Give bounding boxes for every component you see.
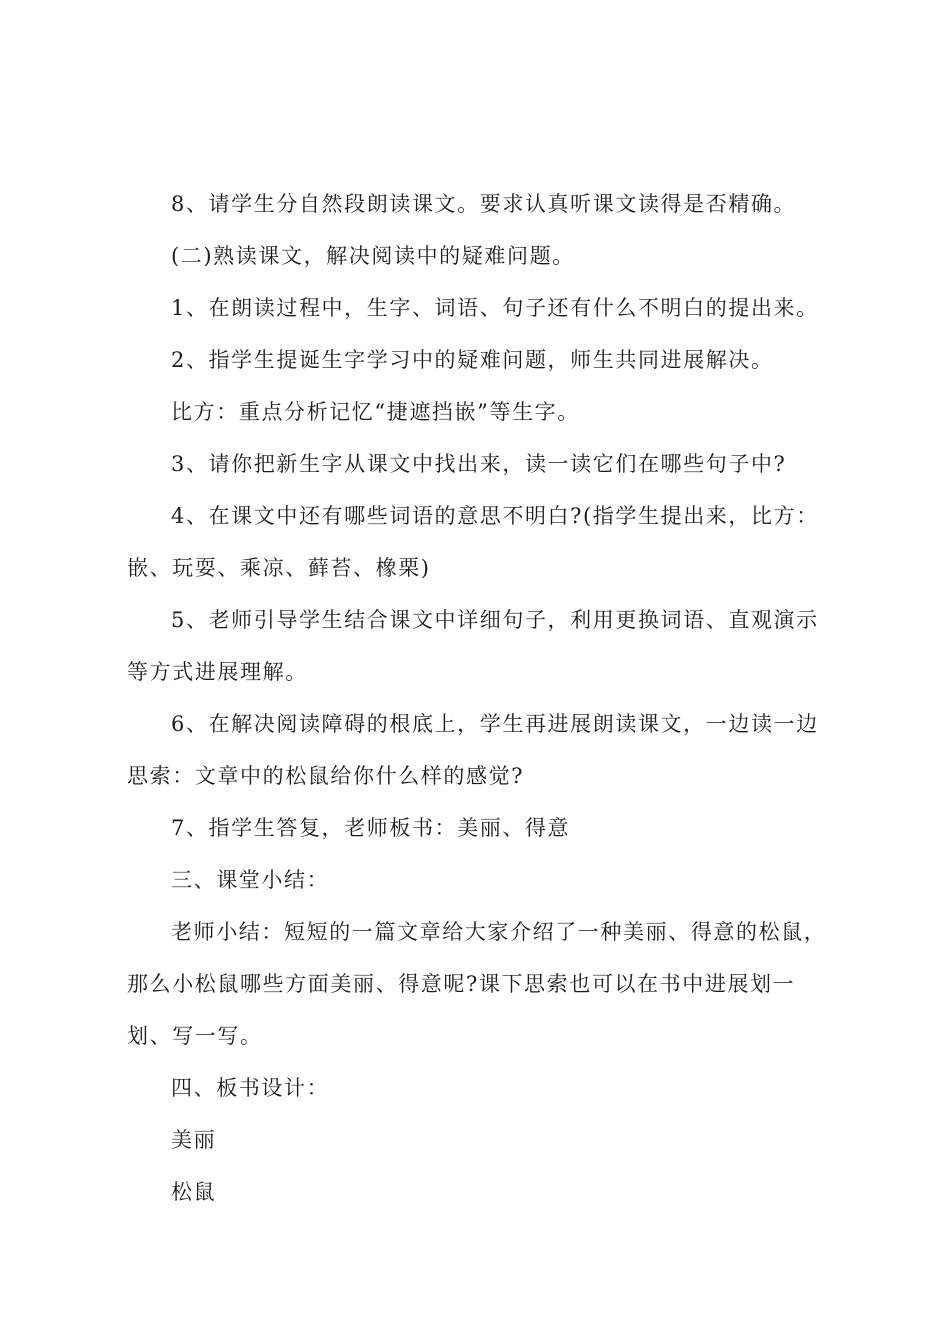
paragraph-step-4: 4、在课文中还有哪些词语的意思不明白?(指学生提出来，比方：嵌、玩耍、乘凉、藓苔、橡栗): [127, 504, 819, 580]
paragraph-section-2-heading: (二)熟读课文，解决阅读中的疑难问题。: [171, 244, 575, 268]
paragraph-step-5: 5、老师引导学生结合课文中详细句子，利用更换词语、直观演示等方式进展理解。: [127, 608, 819, 684]
paragraph-step-7: 7、指学生答复，老师板书：美丽、得意: [171, 816, 571, 840]
paragraph-step-2: 2、指学生提诞生字学习中的疑难问题，师生共同进展解决。: [171, 348, 774, 372]
board-item-squirrel: 松鼠: [171, 1180, 217, 1204]
heading-board-design: 四、板书设计：: [171, 1076, 330, 1100]
paragraph-example: 比方：重点分析记忆“捷遮挡嵌”等生字。: [171, 400, 580, 424]
paragraph-step-6: 6、在解决阅读障碍的根底上，学生再进展朗读课文，一边读一边思索：文章中的松鼠给你什么样的感觉?: [127, 712, 819, 788]
paragraph-step-1: 1、在朗读过程中，生字、词语、句子还有什么不明白的提出来。: [171, 296, 819, 320]
paragraph-step-8: 8、请学生分自然段朗读课文。要求认真听课文读得是否精确。: [171, 192, 797, 216]
board-item-beautiful: 美丽: [171, 1128, 217, 1152]
paragraph-teacher-summary: 老师小结：短短的一篇文章给大家介绍了一种美丽、得意的松鼠，那么小松鼠哪些方面美丽、得意呢?课下思索也可以在书中进展划一划、写一写。: [127, 920, 827, 1048]
paragraph-step-3: 3、请你把新生字从课文中找出来，读一读它们在哪些句子中?: [171, 452, 787, 476]
heading-class-summary: 三、课堂小结：: [171, 868, 330, 892]
